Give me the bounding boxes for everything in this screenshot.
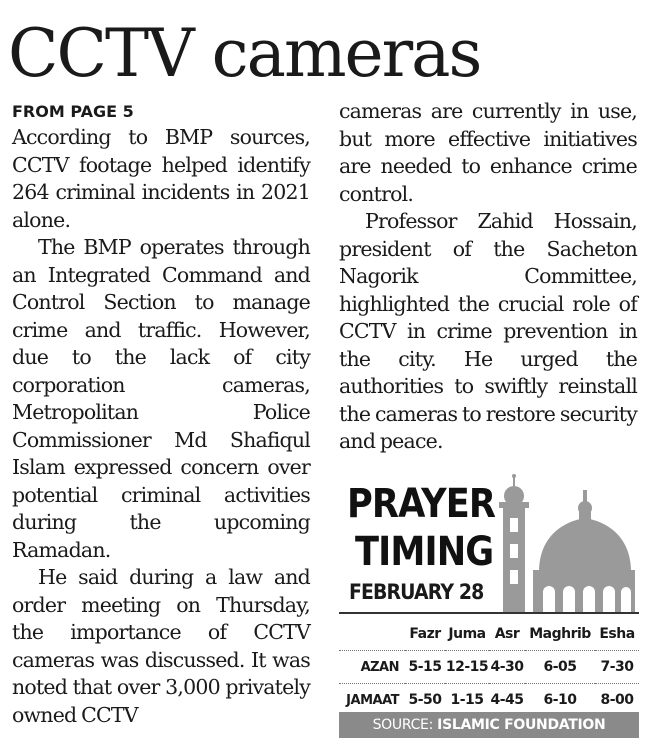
time-cell: 6-10 [525,684,595,717]
time-cell: 6-05 [525,651,595,684]
source-prefix: SOURCE: [372,717,434,733]
paragraph: Professor Zahid Hossain, president of the Sacheton Nagorik Committee, highlighted the crucial role of CCTV in crime prevention in the city. He urged the authorities to swiftly reinstall the cameras to restore security and peace. [339,209,637,453]
column-header: Fazr [409,626,441,642]
time-cell: 7-30 [595,651,639,684]
prayer-title-line1: PRAYER [347,481,496,527]
table-row [339,651,639,684]
prayer-times-table [339,618,639,716]
paragraph: According to BMP sources, CCTV footage helped identify 264 criminal incidents in 2021 alone. [12,125,310,232]
time-cell: 5-15 [405,651,445,684]
time-cell: 12-15 [445,651,489,684]
time-cell: 4-30 [489,651,525,684]
row-label: AZAN [339,651,405,684]
source-bar [339,712,639,738]
paragraph: He said during a law and order meeting on Thursday, the importance of CCTV cameras was discussed. It was noted that over 3,000 privately owned CCTV [12,565,310,727]
column-header: Maghrib [529,626,591,642]
row-label: JAMAAT [339,684,405,717]
table-corner [339,618,405,651]
time-cell: 4-45 [489,684,525,717]
column-header: Asr [494,626,520,642]
mosque-icon [499,472,635,614]
column-header: Juma [448,626,486,642]
continued-from-label: FROM PAGE 5 [12,102,134,121]
headline: CCTV cameras [8,15,481,92]
time-cell: 5-50 [405,684,445,717]
time-cell: 1-15 [445,684,489,717]
article-column-right [339,98,637,456]
prayer-date: FEBRUARY 28 [349,580,484,604]
prayer-title-line2: TIMING [355,529,494,575]
prayer-timing-box [339,470,639,742]
paragraph: cameras are currently in use, but more effective initiatives are needed to enhance crime control. [339,99,637,206]
source-name: ISLAMIC FOUNDATION [437,717,606,733]
article-column-left [12,100,310,729]
time-cell: 8-00 [595,684,639,717]
column-header: Esha [599,626,635,642]
paragraph: The BMP operates through an Integrated Command and Control Section to manage crime and traffic. However, due to the lack of city corporation cameras, Metropolitan Police Commissioner Md Shafiqul Islam expressed concern over potential criminal activities during the upcoming Ramadan. [12,235,310,562]
prayer-divider [339,612,639,614]
